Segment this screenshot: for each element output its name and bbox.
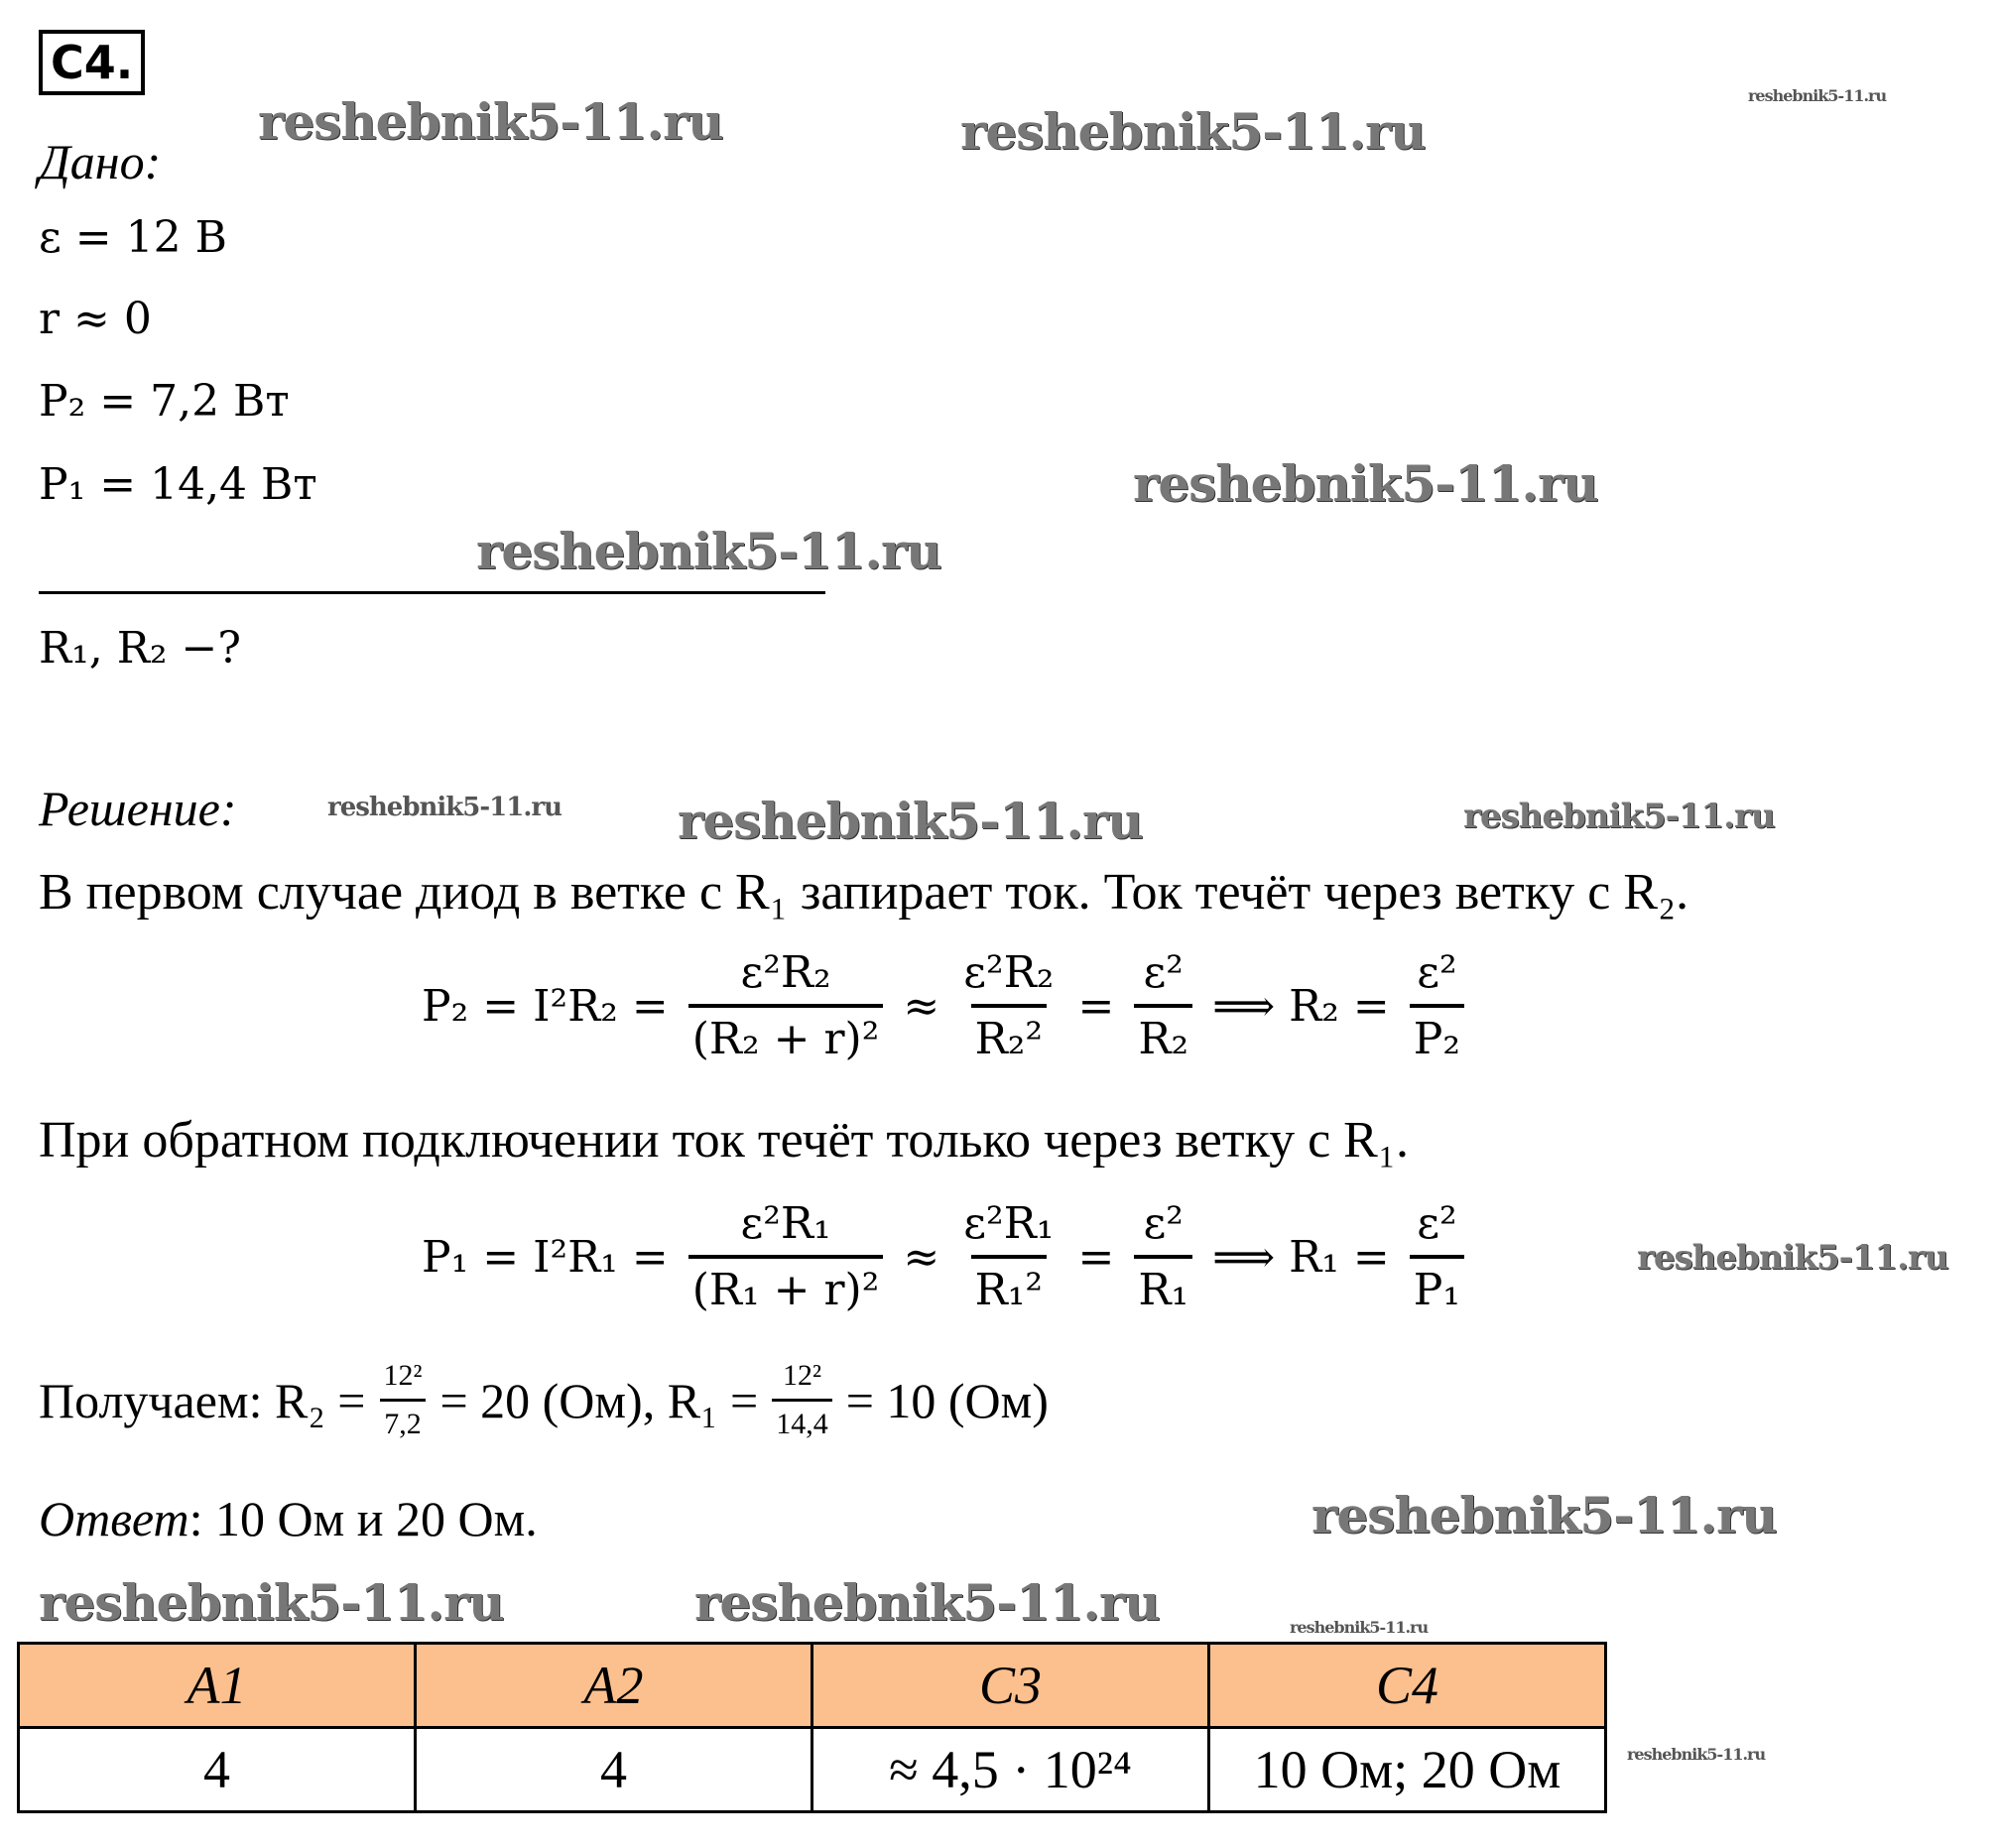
problem-label: C4. [39,30,145,95]
approx-sign: ≈ [903,980,940,1032]
formula-lhs: P₂ = I²R₂ = [422,980,669,1032]
given-heading: Дано: [39,134,162,189]
frac-num: ε² [1417,947,1457,998]
frac-num: ε²R₂ [740,947,831,998]
table-cell: 4 [416,1728,812,1812]
formula-1 [422,947,1470,1064]
frac-den: R₁² [971,1255,1047,1315]
table-cell: ≈ 4,5 · 10²⁴ [812,1728,1209,1812]
solution-heading-text: Решение [39,781,220,836]
table-header-cell: A1 [19,1644,416,1728]
frac-den: P₂ [1410,1004,1464,1064]
solution-text-2: При обратном подключении ток течёт только через ветку с R₁. [39,1112,1409,1169]
table-header-cell: C3 [812,1644,1209,1728]
watermark: reshebnik5-11.ru [327,793,562,822]
watermark: reshebnik5-11.ru [694,1573,1160,1632]
watermark: reshebnik5-11.ru [678,792,1143,850]
table-row [19,1728,1606,1812]
table-header-cell: C4 [1209,1644,1606,1728]
watermark: reshebnik5-11.ru [960,102,1426,161]
equals-sign: = [1077,980,1115,1032]
approx-sign: ≈ [903,1231,940,1283]
answers-table [17,1642,1607,1813]
frac-num: 12² [782,1359,821,1392]
frac-num: ε² [1143,1198,1184,1249]
frac-num: ε²R₁ [963,1198,1055,1249]
watermark: reshebnik5-11.ru [1133,454,1598,513]
frac-den: R₁ [1134,1255,1192,1315]
equals-sign: = [1077,1231,1115,1283]
frac-den: (R₂ + r)² [688,1004,884,1064]
given-heading-text: Дано [39,134,145,189]
given-line: r ≈ 0 [39,294,152,344]
result-r1: = 10 (Ом) [845,1372,1049,1428]
frac-num: ε² [1143,947,1184,998]
watermark: reshebnik5-11.ru [1463,797,1775,836]
result-r2: = 20 (Ом), R₁ = [439,1372,759,1428]
implies-sign: ⟹ R₁ = [1212,1231,1390,1283]
watermark: reshebnik5-11.ru [1290,1618,1429,1637]
frac-num: ε²R₁ [740,1198,831,1249]
table-header-row [19,1644,1606,1728]
formula-2 [422,1198,1470,1315]
find-line: R₁, R₂ −? [39,623,241,674]
answer-text: : 10 Ом и 20 Ом. [188,1491,538,1546]
watermark: reshebnik5-11.ru [476,522,941,580]
answer-label: Ответ [39,1491,189,1546]
watermark: reshebnik5-11.ru [39,1573,504,1632]
solution-heading: Решение: [39,781,237,836]
result-line [39,1359,1049,1441]
frac-den: R₂² [971,1004,1047,1064]
answer-line [39,1491,538,1546]
table-header-cell: A2 [416,1644,812,1728]
frac-num: ε² [1417,1198,1457,1249]
table-cell: 10 Ом; 20 Ом [1209,1728,1606,1812]
given-line: ε = 12 В [39,212,227,263]
formula-lhs: P₁ = I²R₁ = [422,1231,669,1283]
given-line: P₂ = 7,2 Вт [39,376,290,427]
divider [39,591,825,594]
implies-sign: ⟹ R₂ = [1212,980,1390,1032]
result-prefix: Получаем: R₂ = [39,1372,366,1428]
watermark: reshebnik5-11.ru [258,92,723,151]
frac-den: R₂ [1134,1004,1192,1064]
watermark: reshebnik5-11.ru [1311,1486,1777,1544]
frac-den: (R₁ + r)² [688,1255,884,1315]
frac-den: 14,4 [772,1399,832,1441]
solution-text-1: В первом случае диод в ветке с R₁ запирает ток. Ток течёт через ветку с R₂. [39,864,1689,921]
frac-den: P₁ [1410,1255,1464,1315]
table-cell: 4 [19,1728,416,1812]
frac-num: 12² [383,1359,423,1392]
frac-num: ε²R₂ [963,947,1055,998]
watermark: reshebnik5-11.ru [1748,86,1887,105]
frac-den: 7,2 [380,1399,426,1441]
given-line: P₁ = 14,4 Вт [39,459,317,510]
watermark: reshebnik5-11.ru [1637,1238,1948,1278]
watermark: reshebnik5-11.ru [1627,1745,1766,1764]
